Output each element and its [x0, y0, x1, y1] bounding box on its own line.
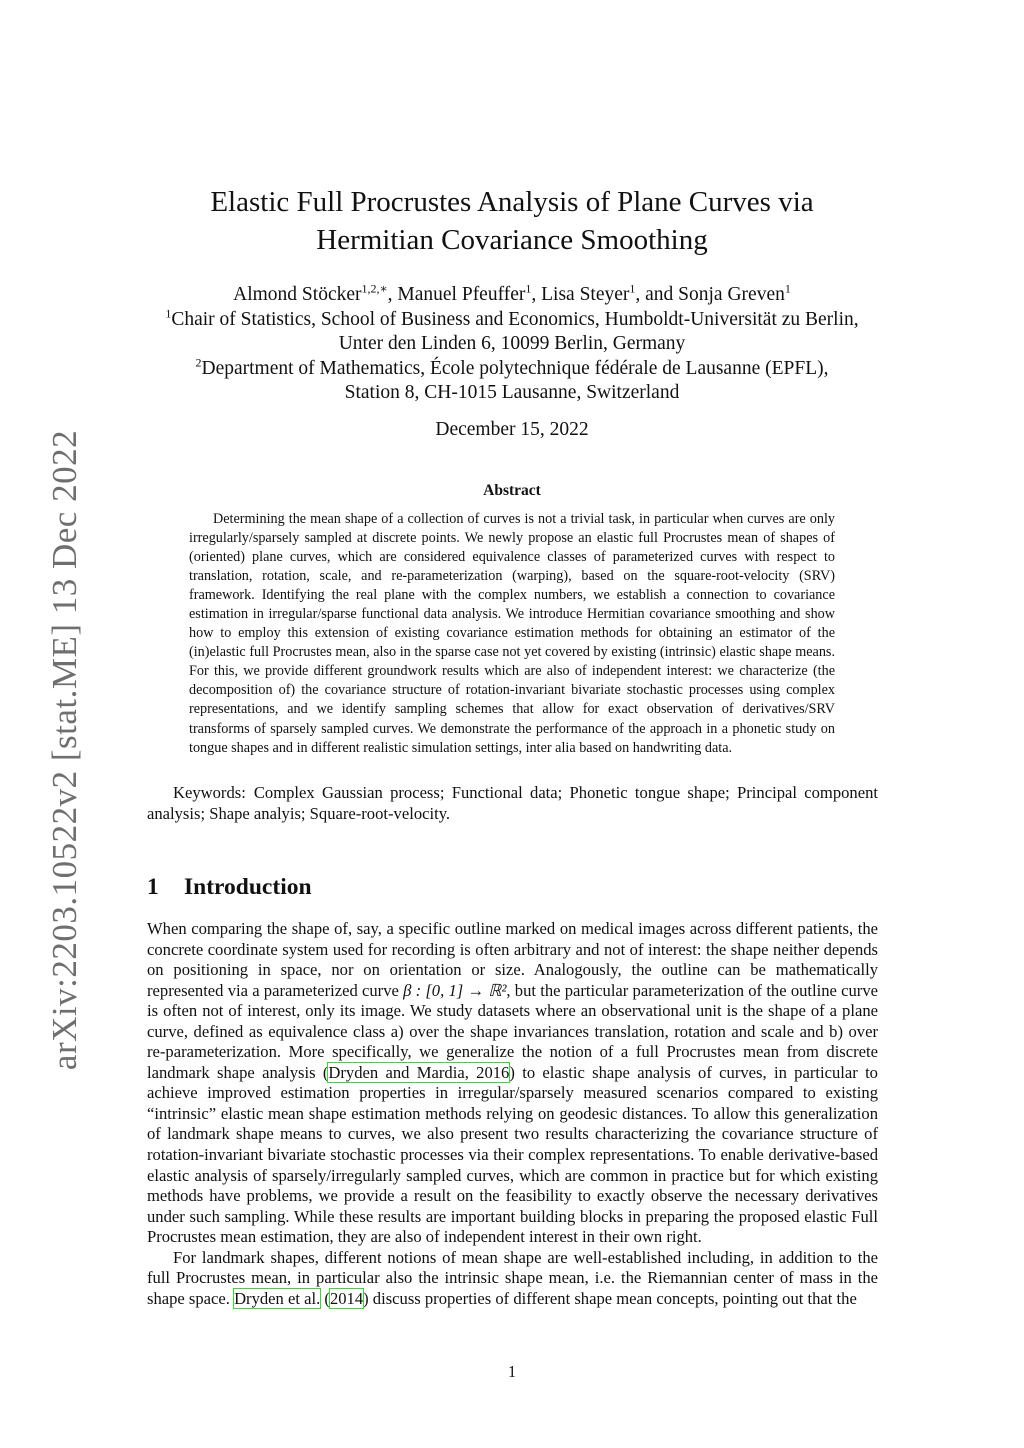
authors-block: [120, 283, 904, 406]
author-affiliation-mark: 1,2,∗: [361, 281, 388, 296]
section-title: Introduction: [184, 874, 312, 900]
section-heading-introduction: [147, 874, 312, 901]
affiliation-2: $^2$Department of Mathematics, École polytechnique fédérale de Lausanne (EPFL),: [195, 355, 829, 379]
affiliation-1-address: Unter den Linden 6, 10099 Berlin, Germany: [338, 333, 686, 354]
section-number: 1: [147, 874, 159, 900]
author-affiliation-mark: 1: [525, 281, 532, 296]
paragraph: When comparing the shape of, say, a specific outline marked on medical images across different patients, the concrete coordinate system used for recording is often arbitrary and not of interest: the shape neither depends on positioning in space, nor on orientation or size. Analogously, the outline can be mathematically represented via a parameterized curve β : [0, 1] → ℝ², but the particular parameterization of the outline curve is often not of interest, only its image. We study datasets where an observational unit is the shape of a plane curve, defined as equivalence class a) over the shape invariances translation, rotation and scale and b) over re-parameterization. More specifically, we generalize the notion of a full Procrustes mean from discrete landmark shape analysis (Dryden and Mardia, 2016) to elastic shape analysis of curves, in particular to achieve improved estimation properties in irregular/sparsely measured scenarios compared to existing “intrinsic” elastic mean shape estimation methods relying on geodesic distances. To allow this generalization of landmark shape means to curves, we also present two results characterizing the covariance structure of rotation-invariant bivariate stochastic processes via their complex representations. To enable derivative-based elastic analysis of sparsely/irregularly sampled curves, which are common in practice but for which existing methods have problems, we provide a result on the feasibility to exactly observe the necessary derivatives under such sampling. While these results are important building blocks in preparing the proposed elastic Full Procrustes mean estimation, they are also of independent interest in their own right.: [147, 919, 878, 1247]
author-name: Almond Stöcker: [233, 284, 362, 305]
author-affiliation-mark: 1: [629, 281, 636, 296]
keywords-label: Keywords:: [173, 783, 246, 802]
affiliation-mark: 2: [195, 355, 202, 369]
keywords: [147, 783, 878, 824]
arxiv-identifier: arXiv:2203.10522v2 [stat.ME] 13 Dec 2022: [45, 429, 84, 1071]
title-line-2: Hermitian Covariance Smoothing: [316, 224, 708, 256]
citation-link[interactable]: 2014: [329, 1288, 364, 1308]
inline-math: β : [0, 1] → ℝ²: [403, 980, 507, 1000]
paper-title: [150, 183, 874, 259]
abstract-text: Determining the mean shape of a collection of curves is not a trivial task, in particular when curves are only irregularly/sparsely sampled at discrete points. We newly propose an elastic full Procrustes mean of shapes of (oriented) plane curves, which are considered equivalence classes of parameterized curves with respect to translation, rotation, scale, and re-parameterization (warping), based on the square-root-velocity (SRV) framework. Identifying the real plane with the complex numbers, we establish a connection to covariance estimation in irregular/sparse functional data analysis. We introduce Hermitian covariance smoothing and show how to employ this extension of existing covariance estimation methods for obtaining an estimator of the (in)elastic full Procrustes mean, also in the sparse case not yet covered by existing (intrinsic) elastic shape means. For this, we provide different groundwork results which are also of independent interest: we characterize (the decomposition of) the covariance structure of rotation-invariant bivariate stochastic processes using complex representations, and we identify sampling schemes that allow for exact observation of derivatives/SRV transforms of sparsely sampled curves. We demonstrate the performance of the approach in a phonetic study on tongue shapes and in different realistic simulation settings, inter alia based on handwriting data.: [189, 511, 835, 756]
citation-link[interactable]: Dryden and Mardia, 2016: [328, 1062, 510, 1082]
abstract-heading: Abstract: [483, 482, 541, 499]
author-name: , Lisa Steyer: [531, 284, 630, 305]
affiliation-mark: 1: [165, 306, 172, 320]
keywords-text: Complex Gaussian process; Functional data; Phonetic tongue shape; Principal component analysis; Shape analyis; Square-root-velocity.: [147, 783, 878, 823]
introduction-body: [147, 919, 878, 1309]
title-line-1: Elastic Full Procrustes Analysis of Plane Curves via: [210, 186, 814, 218]
affiliation-2-address: Station 8, CH-1015 Lausanne, Switzerland: [344, 382, 680, 403]
author-affiliation-mark: 1: [784, 281, 791, 296]
author-list: [120, 283, 904, 308]
affiliation-1: $^1$Chair of Statistics, School of Business and Economics, Humboldt-Universität zu Berlin,: [165, 306, 859, 330]
paragraph: For landmark shapes, different notions of mean shape are well-established including, in addition to the full Procrustes mean, in particular also the intrinsic shape mean, i.e. the Riemannian center of mass in the shape space. Dryden et al. (2014) discuss properties of different shape mean concepts, pointing out that the: [147, 1247, 878, 1308]
publication-date: December 15, 2022: [435, 419, 589, 440]
page-number: 1: [507, 1362, 517, 1381]
citation-link[interactable]: Dryden et al.: [234, 1288, 321, 1308]
author-name: , Manuel Pfeuffer: [387, 284, 526, 305]
author-name: , and Sonja Greven: [635, 284, 785, 305]
